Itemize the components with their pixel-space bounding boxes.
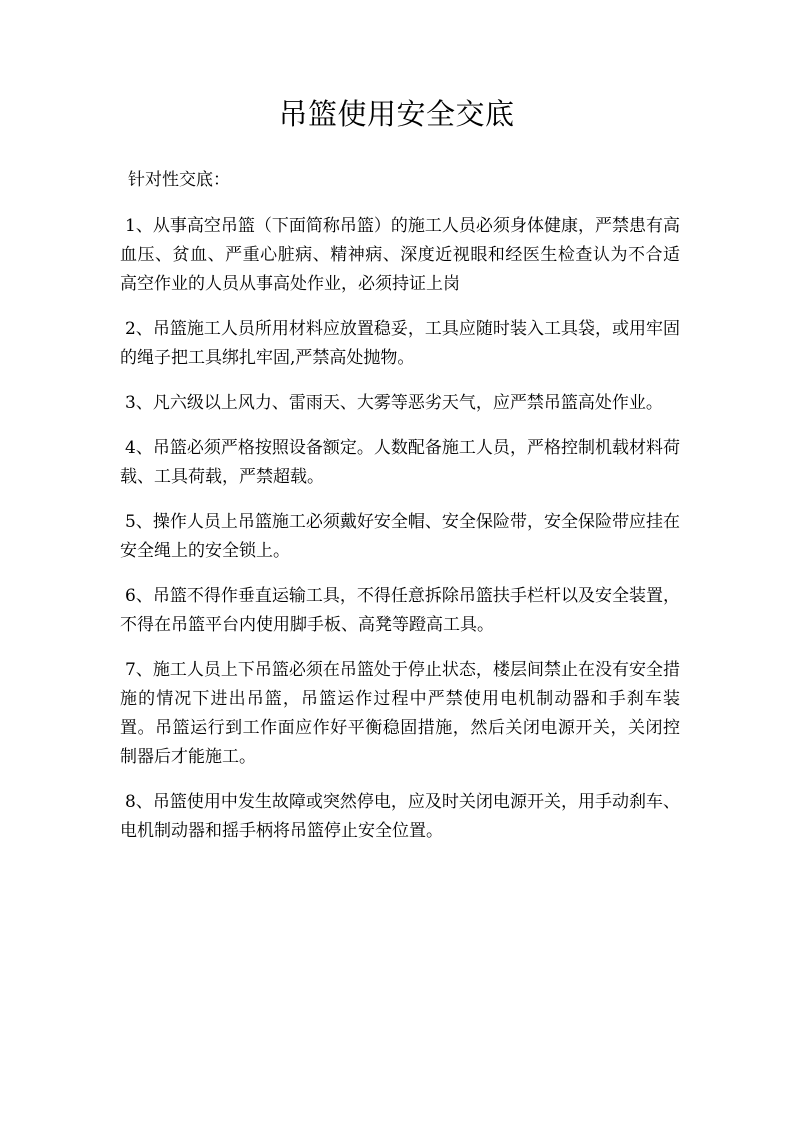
paragraph-item-2	[120, 315, 680, 373]
paragraph-text: 8、吊篮使用中发生故障或突然停电，应及时关闭电源开关，用手动刹车、电机制动器和摇手柄将吊篮停止安全位置。	[120, 792, 680, 841]
paragraph-text: 4、吊篮必须严格按照设备额定。人数配备施工人员，严格控制机载材料荷载、工具荷载，严禁超载。	[120, 438, 680, 487]
document-title: 吊篮使用安全交底	[278, 97, 515, 131]
paragraph-text: 5、操作人员上吊篮施工必须戴好安全帽、安全保险带，安全保险带应挂在安全绳上的安全锁上。	[120, 512, 680, 561]
paragraph-text: 2、吊篮施工人员所用材料应放置稳妥，工具应随时装入工具袋，或用牢固的绳子把工具绑扎牢固,严禁高处抛物。	[120, 319, 680, 368]
paragraph-item-1	[120, 212, 680, 299]
paragraph-text: 7、施工人员上下吊篮必须在吊篮处于停止状态，楼层间禁止在没有安全措施的情况下进出吊篮，吊篮运作过程中严禁使用电机制动器和手刹车装置。吊篮运行到工作面应作好平衡稳固措施，然后关闭电源开关，关闭控制器后才能施工。	[120, 660, 680, 767]
paragraph-text: 3、凡六级以上风力、雷雨天、大雾等恶劣天气，应严禁吊篮高处作业。	[125, 393, 663, 413]
paragraph-item-8	[120, 788, 680, 846]
paragraph-item-6	[120, 582, 680, 640]
document-body	[120, 212, 680, 862]
paragraph-text: 6、吊篮不得作垂直运输工具，不得任意拆除吊篮扶手栏杆以及安全装置，不得在吊篮平台内使用脚手板、高凳等蹬高工具。	[120, 586, 680, 635]
paragraph-text: 1、从事高空吊篮（下面简称吊篮）的施工人员必须身体健康，严禁患有高血压、贫血、严重心脏病、精神病、深度近视眼和经医生检查认为不合适高空作业的人员从事高处作业，必须持证上岗	[120, 216, 680, 294]
paragraph-item-3	[120, 389, 680, 418]
paragraph-item-5	[120, 508, 680, 566]
section-subheading: 针对性交底：	[128, 170, 230, 190]
paragraph-item-7	[120, 656, 680, 772]
paragraph-item-4	[120, 434, 680, 492]
